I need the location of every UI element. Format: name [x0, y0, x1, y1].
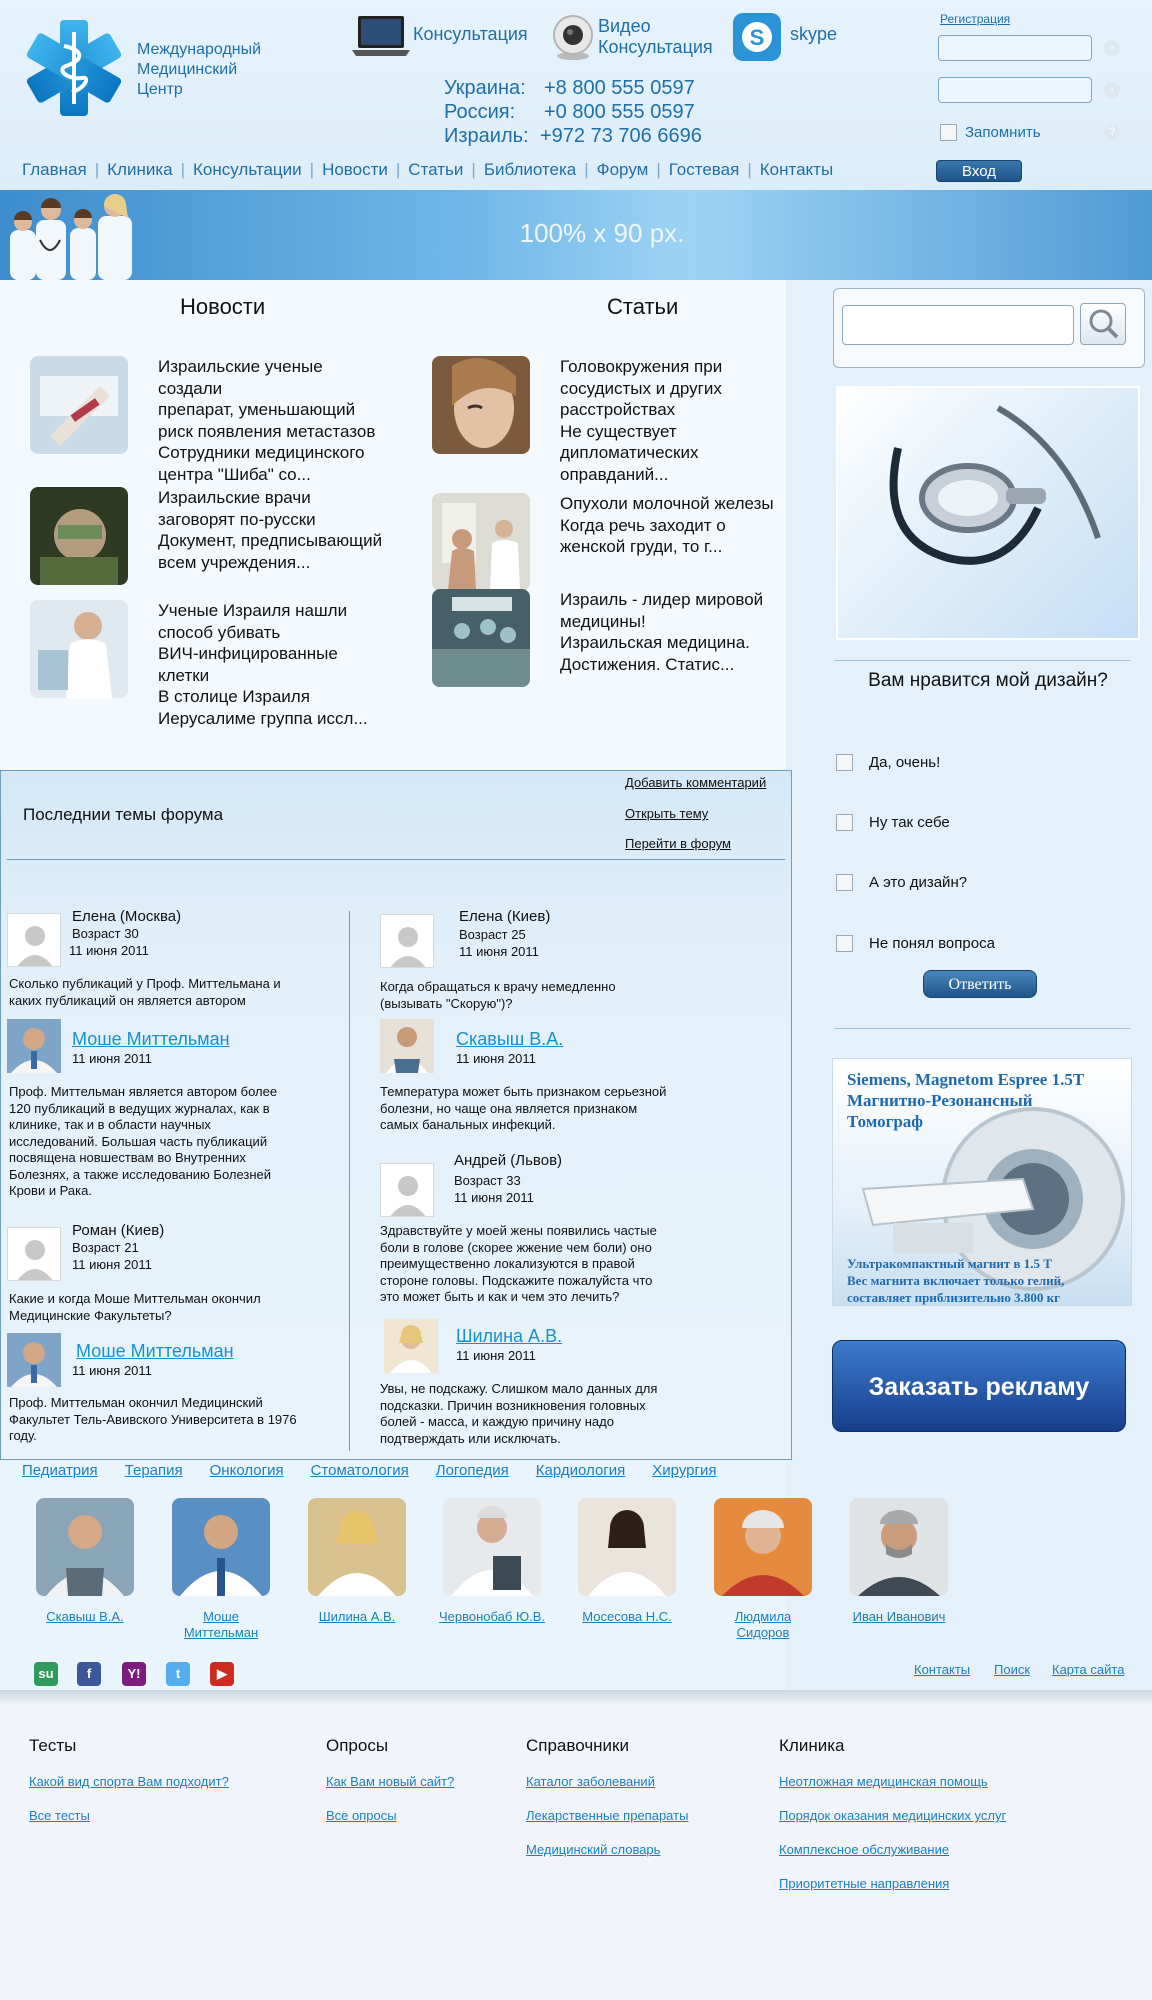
- post-date: 11 июня 2011: [456, 1348, 536, 1363]
- help-icon[interactable]: ?: [1104, 124, 1120, 140]
- mri-title-line: Томограф: [847, 1112, 924, 1131]
- post-date: 11 июня 2011: [454, 1190, 534, 1205]
- doctor-name[interactable]: [15, 1609, 155, 1625]
- post-line: (вызывать "Скорую")?: [380, 995, 513, 1011]
- login-username-input[interactable]: [938, 35, 1092, 61]
- search-button[interactable]: [1080, 303, 1126, 345]
- news-line: Израильские ученые: [158, 357, 323, 376]
- mri-title-line: Магнитно-Резонансный: [847, 1091, 1033, 1110]
- footer-polls-title: Опросы: [326, 1736, 389, 1755]
- footer-link[interactable]: Медицинский словарь: [526, 1842, 661, 1857]
- news-line: заговорят по-русски: [158, 509, 316, 529]
- default-user-icon: [381, 1164, 434, 1217]
- post-line: Увы, не подскажу. Слишком мало данных для: [380, 1381, 658, 1396]
- news-line: препарат, уменьшающий: [158, 400, 356, 419]
- doctor-name-line: Червонобаб Ю.В.: [439, 1609, 545, 1624]
- post-line: 120 публикаций в ведущих журналах, как в: [9, 1100, 270, 1116]
- poll-checkbox[interactable]: [836, 754, 853, 771]
- nav-separator: |: [471, 160, 476, 179]
- article-line: Израильская медицина.: [560, 633, 750, 652]
- mri-ad[interactable]: [832, 1058, 1132, 1306]
- doctor-photo[interactable]: [443, 1498, 541, 1596]
- nav-item-news[interactable]: Новости: [322, 160, 388, 179]
- article-line: Когда речь заходит о: [560, 515, 726, 535]
- post-date: 11 июня 2011: [69, 943, 149, 958]
- post-line: Проф. Миттельман окончил Медицинский: [9, 1395, 263, 1410]
- post-text: [380, 1084, 666, 1134]
- svg-text:S: S: [749, 25, 765, 50]
- poll-option-label: Не понял вопроса: [869, 935, 995, 952]
- article-item[interactable]: [432, 493, 774, 591]
- post-age: Возраст 21: [72, 1240, 139, 1255]
- avatar[interactable]: [7, 1019, 61, 1073]
- remember-me[interactable]: [940, 124, 1041, 141]
- search-box: [833, 288, 1145, 368]
- poll-option[interactable]: [836, 814, 950, 831]
- article-line: Израиль - лидер мировой: [560, 590, 764, 609]
- avatar[interactable]: [7, 1227, 61, 1281]
- category-dentistry[interactable]: Стоматология: [310, 1462, 409, 1479]
- phone-number[interactable]: +972 73 706 6696: [540, 125, 702, 147]
- footer-tests-title: Тесты: [29, 1736, 77, 1755]
- news-item[interactable]: [30, 356, 375, 485]
- post-author: Роман (Киев): [72, 1222, 165, 1239]
- stumbleupon-icon[interactable]: su: [34, 1662, 58, 1686]
- post-line: болей - масса, и каждую причину надо: [380, 1414, 614, 1429]
- phone-list: [444, 76, 702, 148]
- category-pediatrics[interactable]: Педиатрия: [22, 1462, 98, 1479]
- facebook-icon[interactable]: f: [77, 1662, 101, 1686]
- post-age: Возраст 25: [459, 927, 526, 942]
- post-line: Температура может быть признаком серьезной: [380, 1084, 667, 1099]
- key-hint-icon: ›: [1104, 82, 1120, 98]
- post-date: 11 июня 2011: [456, 1051, 536, 1066]
- post-line: Сколько публикаций у Проф. Миттельмана и: [9, 976, 281, 991]
- poll-question: Вам нравится мой дизайн?: [868, 670, 1108, 691]
- mri-ad-title: [847, 1069, 1084, 1132]
- poll-option[interactable]: [836, 754, 940, 771]
- post-line: Какие и когда Моше Миттельман окончил: [9, 1291, 261, 1306]
- post-line: посвящена новшествам во Внутренних: [9, 1150, 246, 1165]
- doctor-card[interactable]: [557, 1498, 697, 1625]
- article-thumbnail[interactable]: [432, 356, 530, 454]
- news-line: Иерусалиме группа иссл...: [158, 708, 368, 728]
- user-hint-icon: ›: [1104, 40, 1120, 56]
- avatar[interactable]: [7, 1333, 61, 1387]
- news-thumbnail[interactable]: [30, 487, 128, 585]
- footer-link[interactable]: Каталог заболеваний: [526, 1774, 655, 1789]
- magnifier-icon: [1081, 304, 1125, 344]
- poll-checkbox[interactable]: [836, 935, 853, 952]
- footer-clinic-title: Клиника: [779, 1736, 845, 1755]
- post-line: боли в голове (скорее жжение чем боли) оно: [380, 1239, 652, 1255]
- login-password-input[interactable]: [938, 77, 1092, 103]
- remember-label: Запомнить: [965, 124, 1041, 141]
- doctor-photo[interactable]: [172, 1498, 270, 1596]
- post-author-link[interactable]: Моше Миттельман: [76, 1341, 234, 1361]
- articles-title[interactable]: Статьи: [607, 294, 679, 319]
- doctor-card[interactable]: [422, 1498, 562, 1625]
- poll-option-label: Да, очень!: [869, 754, 941, 771]
- doctor-name[interactable]: [557, 1609, 697, 1625]
- footer-link[interactable]: Какой вид спорта Вам подходит?: [29, 1774, 229, 1789]
- phone-row: [444, 100, 702, 124]
- article-thumbnail[interactable]: [432, 493, 530, 591]
- post-author-link[interactable]: Скавыш В.А.: [456, 1029, 564, 1049]
- post-text: [9, 976, 281, 1009]
- top-banner: [0, 190, 1152, 280]
- yahoo-icon[interactable]: Y!: [122, 1662, 146, 1686]
- nav-item-forum[interactable]: Форум: [596, 160, 649, 179]
- article-line: Не существует: [560, 421, 677, 441]
- post-date: 11 июня 2011: [72, 1257, 152, 1272]
- footer-link[interactable]: Лекарственные препараты: [526, 1808, 689, 1823]
- article-text: [560, 356, 722, 485]
- article-line: женской груди, то г...: [560, 537, 723, 556]
- post-line: Крови и Рака.: [9, 1183, 92, 1198]
- nav-item-articles[interactable]: Статьи: [408, 160, 464, 179]
- news-line: В столице Израиля: [158, 687, 310, 706]
- doctor-card[interactable]: [151, 1498, 291, 1641]
- phone-number[interactable]: +8 800 555 0597: [544, 77, 695, 99]
- banner-placeholder-text: 100% x 90 px.: [519, 218, 685, 248]
- logo-line: Медицинский: [137, 61, 238, 78]
- post-line: болезни, но чаще она является признаком: [380, 1100, 638, 1116]
- post-line: преимущественно локализуются в правой: [380, 1256, 635, 1271]
- poll-checkbox[interactable]: [836, 874, 853, 891]
- nav-item-guestbook[interactable]: Гостевая: [668, 160, 740, 179]
- news-text: [158, 356, 375, 485]
- forum-block: [0, 770, 792, 1460]
- article-thumbnail[interactable]: [432, 589, 530, 687]
- logo-text[interactable]: [137, 40, 261, 100]
- category-surgery[interactable]: Хирургия: [652, 1462, 717, 1479]
- news-line: Документ, предписывающий: [158, 531, 383, 550]
- post-line: подсказки. Причин возникновения головных: [380, 1397, 646, 1413]
- news-text: [158, 487, 382, 585]
- phone-row: [444, 76, 702, 100]
- post-line: каких публикаций он является автором: [9, 992, 246, 1008]
- post-author: Андрей (Львов): [454, 1152, 563, 1169]
- logo-line: Международный: [137, 41, 262, 58]
- webcam-icon[interactable]: [550, 14, 596, 60]
- doctor-name-line: Шилина А.В.: [318, 1609, 396, 1624]
- article-line: оправданий...: [560, 464, 669, 484]
- default-user-icon: [8, 914, 61, 967]
- post-text: [380, 1381, 657, 1447]
- open-topic-link[interactable]: Открыть тему: [625, 806, 709, 821]
- footer-link[interactable]: Комплексное обслуживание: [779, 1842, 950, 1857]
- news-line: всем учреждения...: [158, 552, 311, 572]
- poll-divider: [834, 1028, 1130, 1029]
- doctor-photo: [7, 1333, 61, 1387]
- article-text: [560, 493, 774, 591]
- nav-item-home[interactable]: Главная: [22, 160, 87, 179]
- category-links: [22, 1462, 743, 1479]
- news-line: создали: [158, 378, 223, 398]
- order-ad-button[interactable]: Заказать рекламу: [832, 1340, 1126, 1432]
- avatar[interactable]: [384, 1319, 438, 1373]
- news-line: Сотрудники медицинского: [158, 443, 365, 462]
- news-line: ВИЧ-инфицированные: [158, 644, 338, 663]
- mri-caption-line: Ультракомпактный магнит в 1.5 Т: [847, 1256, 1052, 1271]
- post-author: Елена (Москва): [72, 908, 182, 925]
- article-text: [560, 589, 763, 687]
- doctor-name-line: Сидоров: [736, 1625, 790, 1640]
- mri-caption-line: Вес магнита включает только гелий,: [847, 1273, 1065, 1288]
- medical-star-logo-icon[interactable]: [22, 18, 126, 118]
- login-button[interactable]: Вход: [936, 160, 1022, 182]
- phone-country: Украина:: [444, 77, 526, 99]
- logo-line: Центр: [137, 81, 183, 98]
- avatar[interactable]: [380, 1163, 434, 1217]
- twitter-icon[interactable]: t: [166, 1662, 190, 1686]
- post-date: 11 июня 2011: [72, 1363, 152, 1378]
- footer-link[interactable]: Как Вам новый сайт?: [326, 1774, 455, 1789]
- laptop-icon[interactable]: [352, 14, 410, 58]
- post-line: подтверждать или исключать.: [380, 1430, 561, 1446]
- avatar[interactable]: [380, 1019, 434, 1073]
- news-line: Израильские врачи: [158, 488, 311, 507]
- poll-submit-button[interactable]: Ответить: [923, 970, 1037, 998]
- article-line: сосудистых и других: [560, 378, 722, 398]
- category-oncology[interactable]: Онкология: [209, 1462, 284, 1479]
- doctor-name[interactable]: [287, 1609, 427, 1625]
- poll-option-label: А это дизайн?: [869, 874, 968, 891]
- news-line: Ученые Израиля нашли: [158, 601, 348, 620]
- footer-shadow: [0, 1690, 1152, 1704]
- video-label-line: Консультация: [598, 37, 713, 57]
- article-line: расстройствах: [560, 400, 676, 419]
- doctor-name-line: Миттельман: [183, 1625, 259, 1640]
- doctor-photo: [380, 1019, 434, 1073]
- skype-link[interactable]: skype: [790, 24, 838, 44]
- post-line: Факультет Тель-Авивского Университета в 1976: [9, 1411, 297, 1427]
- post-author-link[interactable]: Моше Миттельман: [72, 1029, 230, 1049]
- doctor-photo: [7, 1019, 61, 1073]
- poll-option[interactable]: [836, 874, 967, 891]
- news-line: способ убивать: [158, 622, 281, 642]
- post-text: [9, 1291, 261, 1324]
- post-author: Елена (Киев): [459, 908, 551, 925]
- news-line: центра "Шиба" со...: [158, 464, 311, 484]
- post-line: Болезнях, а также исследованию Болезней: [9, 1166, 272, 1182]
- post-date: 11 июня 2011: [459, 944, 539, 959]
- poll-option[interactable]: [836, 935, 995, 952]
- post-text: [9, 1084, 277, 1200]
- mri-title-line: Siemens, Magnetom Espree 1.5T: [847, 1070, 1085, 1089]
- consultation-link[interactable]: Консультация: [413, 24, 528, 44]
- nav-item-clinic[interactable]: Клиника: [107, 160, 173, 179]
- article-line: Достижения. Статис...: [560, 654, 735, 674]
- footer-link[interactable]: Неотложная медицинская помощь: [779, 1774, 988, 1789]
- footer-link[interactable]: Все опросы: [326, 1808, 397, 1823]
- nav-item-library[interactable]: Библиотека: [483, 160, 577, 179]
- add-comment-link[interactable]: Добавить комментарий: [625, 775, 767, 790]
- nav-separator: |: [656, 160, 661, 179]
- article-line: дипломатических: [560, 443, 699, 462]
- forum-column-divider: [349, 911, 350, 1451]
- nav-separator: |: [747, 160, 752, 179]
- news-item[interactable]: [30, 487, 382, 585]
- avatar[interactable]: [7, 913, 61, 967]
- footer-link[interactable]: Порядок оказания медицинских услуг: [779, 1808, 1007, 1823]
- mri-caption-line: составляет приблизительно 3.800 кг: [847, 1290, 1061, 1305]
- post-line: стороне головы. Подскажите пожалуйста что: [380, 1272, 653, 1288]
- phone-row: [444, 124, 702, 148]
- news-text: [158, 600, 368, 729]
- doctor-name-line: Моше: [203, 1609, 239, 1624]
- phone-country: Израиль:: [444, 125, 529, 147]
- nav-separator: |: [180, 160, 186, 179]
- post-line: Медицинские Факультеты?: [9, 1307, 172, 1323]
- post-line: Проф. Миттельман является автором более: [9, 1084, 278, 1099]
- article-line: Головокружения при: [560, 357, 723, 376]
- nav-item-contacts[interactable]: Контакты: [759, 160, 834, 179]
- post-age: Возраст 33: [454, 1173, 521, 1188]
- footer-search-link[interactable]: Поиск: [994, 1662, 1031, 1677]
- remember-checkbox[interactable]: [940, 124, 957, 141]
- article-item[interactable]: [432, 589, 763, 687]
- doctor-name-line: Людмила: [734, 1609, 792, 1624]
- news-line: клетки: [158, 665, 210, 685]
- doctor-name-line: Иван Иванович: [852, 1609, 946, 1624]
- avatar[interactable]: [380, 914, 434, 968]
- news-thumbnail[interactable]: [30, 356, 128, 454]
- post-age: Возраст 30: [72, 926, 139, 941]
- doctor-name[interactable]: [151, 1609, 291, 1641]
- doctor-card[interactable]: [15, 1498, 155, 1625]
- doctor-card[interactable]: [287, 1498, 427, 1625]
- poll-option-label: Ну так себе: [869, 814, 950, 831]
- video-consultation-link[interactable]: [598, 16, 713, 58]
- post-line: самых банальных инфекций.: [380, 1117, 556, 1132]
- nav-item-consultations[interactable]: Консультации: [193, 160, 302, 179]
- main-nav: [22, 160, 833, 180]
- footer-link[interactable]: Все тесты: [29, 1808, 90, 1823]
- footer-link[interactable]: Приоритетные направления: [779, 1876, 950, 1891]
- video-label-line: Видео: [598, 16, 651, 36]
- register-link[interactable]: Регистрация: [940, 12, 1011, 26]
- nav-separator: |: [395, 160, 401, 179]
- stethoscope-image: [836, 386, 1140, 640]
- post-text: [9, 1395, 297, 1445]
- footer-sitemap-link[interactable]: Карта сайта: [1052, 1662, 1125, 1677]
- search-input[interactable]: [842, 305, 1074, 345]
- phone-country: Россия:: [444, 101, 516, 123]
- default-user-icon: [8, 1228, 61, 1281]
- post-line: исследований. Большая часть публикаций: [9, 1133, 268, 1149]
- poll-divider: [834, 660, 1130, 661]
- phone-number[interactable]: +0 800 555 0597: [544, 101, 695, 123]
- category-therapy[interactable]: Терапия: [124, 1462, 183, 1479]
- doctor-photo[interactable]: [578, 1498, 676, 1596]
- news-line: риск появления метастазов: [158, 421, 376, 441]
- post-text: [380, 979, 616, 1012]
- post-line: клинике, так и в области научных: [9, 1117, 211, 1132]
- news-item[interactable]: [30, 600, 368, 729]
- youtube-icon[interactable]: ▶: [210, 1662, 234, 1686]
- poll-checkbox[interactable]: [836, 814, 853, 831]
- post-text: [380, 1223, 657, 1306]
- article-line: Опухоли молочной железы: [560, 494, 774, 513]
- go-to-forum-link[interactable]: Перейти в форум: [625, 836, 731, 851]
- doctor-photo: [384, 1319, 438, 1373]
- doctor-photo[interactable]: [714, 1498, 812, 1596]
- category-cardiology[interactable]: Кардиология: [535, 1462, 626, 1479]
- post-author-link[interactable]: Шилина А.В.: [456, 1326, 563, 1346]
- post-line: Здравствуйте у моей жены появились частые: [380, 1223, 657, 1238]
- nav-separator: |: [309, 160, 315, 179]
- doctor-card[interactable]: [693, 1498, 833, 1641]
- doctor-card[interactable]: [829, 1498, 969, 1625]
- doctor-photo[interactable]: [36, 1498, 134, 1596]
- doctor-name[interactable]: [829, 1609, 969, 1625]
- footer-refs-title: Справочники: [526, 1736, 629, 1755]
- footer-contacts-link[interactable]: Контакты: [914, 1662, 971, 1677]
- post-line: году.: [9, 1428, 37, 1443]
- doctor-name-line: Скавыш В.А.: [46, 1609, 124, 1624]
- article-item[interactable]: [432, 356, 722, 485]
- nav-separator: |: [94, 160, 100, 179]
- default-user-icon: [381, 915, 434, 968]
- post-line: это может быть и как и чем это лечить?: [380, 1289, 620, 1304]
- skype-icon[interactable]: [732, 12, 782, 62]
- forum-title: Последнии темы форума: [23, 805, 224, 824]
- mri-ad-caption: [847, 1255, 1064, 1306]
- site-header: [0, 0, 1152, 190]
- news-title[interactable]: Новости: [180, 294, 266, 319]
- doctor-name-line: Мосесова Н.С.: [582, 1609, 672, 1624]
- doctor-name[interactable]: [422, 1609, 562, 1625]
- doctor-photo[interactable]: [850, 1498, 948, 1596]
- doctor-name[interactable]: [693, 1609, 833, 1641]
- post-line: Когда обращаться к врачу немедленно: [380, 979, 616, 994]
- forum-divider: [7, 859, 785, 860]
- post-date: 11 июня 2011: [72, 1051, 152, 1066]
- doctor-photo[interactable]: [308, 1498, 406, 1596]
- news-thumbnail[interactable]: [30, 600, 128, 698]
- article-line: медицины!: [560, 611, 646, 631]
- category-speech-therapy[interactable]: Логопедия: [435, 1462, 509, 1479]
- nav-separator: |: [584, 160, 589, 179]
